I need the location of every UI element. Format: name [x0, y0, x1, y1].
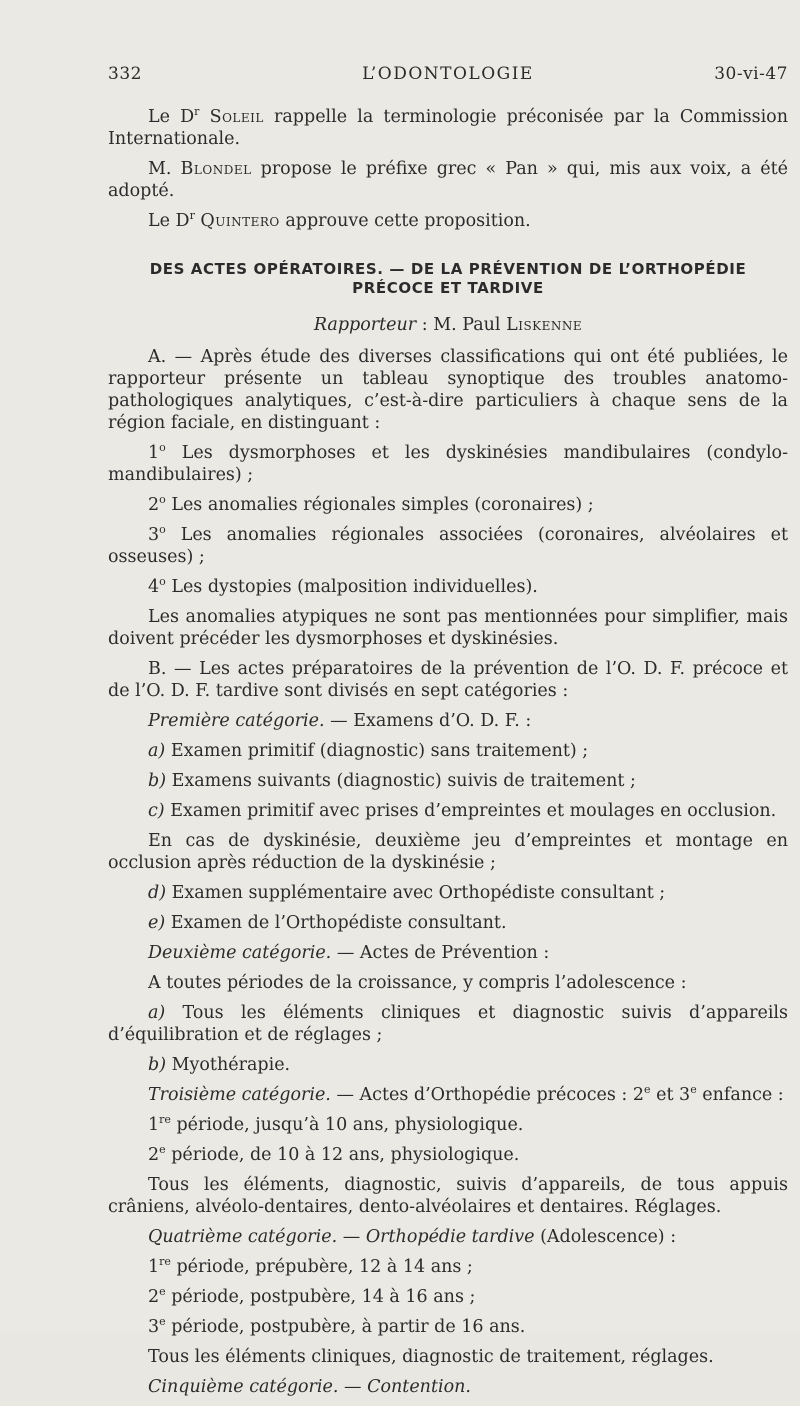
paragraph-dyskinesie: En cas de dyskinésie, deuxième jeu d’empreintes et montage en occlusion après réduction de la dyskinésie ;	[108, 831, 788, 873]
list-item: b) Myothérapie.	[148, 1055, 291, 1075]
category-4-heading: Quatrième catégorie. — Orthopédie tardive (Adolescence) :	[148, 1227, 677, 1247]
list-item: 2e période, postpubère, 14 à 16 ans ;	[148, 1285, 476, 1307]
list-item: a) Examen primitif (diagnostic) sans traitement) ;	[148, 741, 589, 761]
paragraph-cat4-text: Tous les éléments cliniques, diagnostic de traitement, réglages.	[148, 1347, 714, 1367]
list-item: 2$^o$ Les anomalies régionales simples (coronaires) ;	[148, 493, 594, 515]
list-item: b) Examens suivants (diagnostic) suivis de traitement ;	[148, 771, 636, 791]
category-1-heading: Première catégorie. — Examens d’O. D. F. :	[148, 711, 532, 731]
category-5-heading: Cinquième catégorie. — Contention.	[148, 1377, 471, 1397]
paragraph-atypiques: Les anomalies atypiques ne sont pas mentionnées pour simplifier, mais doivent précéder les dysmorphoses et dyskinésies.	[108, 607, 788, 649]
category-3-heading: Troisième catégorie. — Actes d’Orthopédie précoces : 2e et 3e enfance :	[148, 1083, 784, 1105]
paragraph-soleil: Le $D^r$ Soleil rappelle la terminologie préconisée par la Commission Internationale.	[108, 105, 788, 149]
paragraph-quintero: Le $D^r$ Quintero approuve cette proposition.	[148, 209, 531, 231]
list-item: d) Examen supplémentaire avec Orthopédiste consultant ;	[148, 883, 666, 903]
paragraph-blondel: M. Blondel propose le préfixe grec « Pan » qui, mis aux voix, a été adopté.	[108, 159, 788, 201]
page-content	[108, 106, 788, 1406]
list-item: c) Examen primitif avec prises d’empreintes et moulages en occlusion.	[148, 801, 777, 821]
list-item: e) Examen de l’Orthopédiste consultant.	[148, 913, 507, 933]
paragraph-a: A. — Après étude des diverses classifications qui ont été publiées, le rapporteur présente un tableau synoptique des troubles anatomo-pathologiques analytiques, c’est-à-dire particuliers à chaque sens de la région faciale, en distinguant :	[108, 347, 788, 433]
journal-title: L’ODONTOLOGIE	[362, 64, 534, 84]
paragraph-cat3-text: Tous les éléments, diagnostic, suivis d’appareils, de tous appuis crâniens, alvéolo-dentaires, dento-alvéolaires et dentaires. Réglages.	[108, 1175, 788, 1217]
list-item: 1$^o$ Les dysmorphoses et les dyskinésies mandibulaires (condylo-mandibulaires) ;	[108, 441, 788, 485]
section-title: DES ACTES OPÉRATOIRES. — DE LA PRÉVENTION DE L’ORTHOPÉDIE PRÉCOCE ET TARDIVE	[149, 260, 747, 297]
page-number: 332	[108, 64, 142, 84]
paragraph-b: B. — Les actes préparatoires de la prévention de l’O. D. F. précoce et de l’O. D. F. tardive sont divisés en sept catégories :	[108, 659, 788, 701]
paragraph-cat2-intro: A toutes périodes de la croissance, y compris l’adolescence :	[148, 973, 687, 993]
rapporteur-line: Rapporteur : M. Paul Liskenne	[313, 315, 583, 335]
list-item: a) Tous les éléments cliniques et diagnostic suivis d’appareils d’équilibration et de réglages ;	[108, 1003, 788, 1045]
list-item: 3$^o$ Les anomalies régionales associées (coronaires, alvéolaires et osseuses) ;	[108, 523, 788, 567]
list-item: 1re période, prépubère, 12 à 14 ans ;	[148, 1255, 473, 1277]
category-2-heading: Deuxième catégorie. — Actes de Prévention :	[148, 943, 550, 963]
list-item: 3e période, postpubère, à partir de 16 ans.	[148, 1315, 526, 1337]
issue-date: 30-vi-47	[714, 64, 788, 84]
list-item: 4$^o$ Les dystopies (malposition individuelles).	[148, 575, 538, 597]
list-item: 1re période, jusqu’à 10 ans, physiologique.	[148, 1113, 524, 1135]
list-item: 2e période, de 10 à 12 ans, physiologique.	[148, 1143, 520, 1165]
